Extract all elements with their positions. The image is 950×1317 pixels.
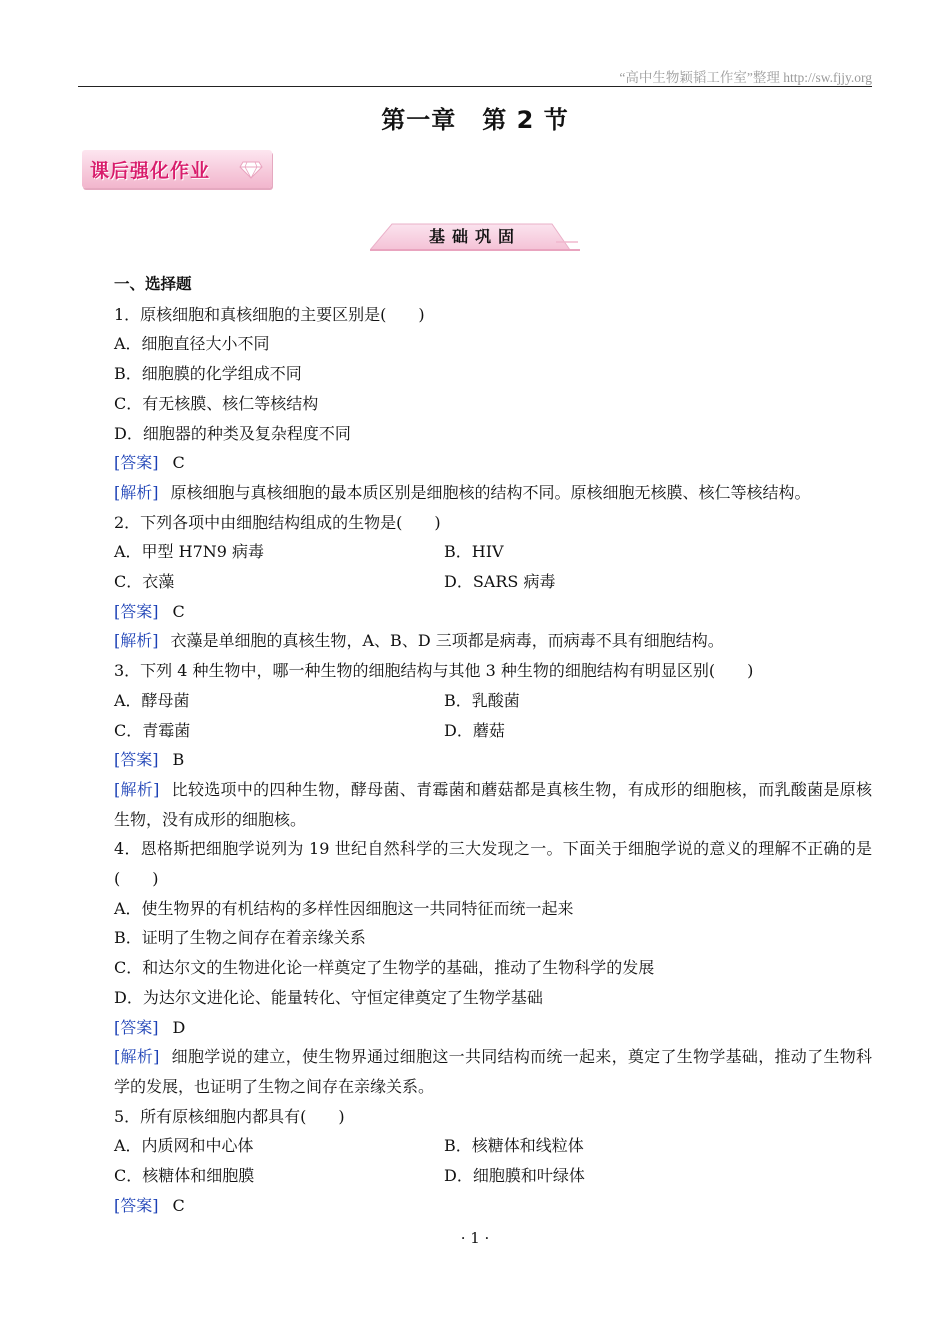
header-note: “高中生物颖韬工作室”整理 http://sw.fjjy.org [619, 70, 872, 85]
explanation-line [78, 478, 872, 508]
section-tab [370, 220, 580, 254]
answer-line [78, 1191, 872, 1221]
chapter-title: 第一章 [381, 106, 457, 134]
answer-value: B [172, 750, 185, 770]
option-row [78, 1161, 872, 1191]
option: D．为达尔文进化论、能量转化、守恒定律奠定了生物学基础 [114, 987, 543, 1007]
diamond-icon [239, 161, 263, 179]
answer-value: C [172, 453, 185, 473]
option: B．HIV [444, 542, 504, 562]
answer-line [78, 448, 872, 478]
option: B．乳酸菌 [444, 690, 520, 710]
option-row [78, 537, 872, 567]
question-stem: 4．恩格斯把细胞学说列为 19 世纪自然科学的三大发现之一。下面关于细胞学说的意义的理解不正确的是( ) [114, 839, 872, 889]
explanation-text: 原核细胞与真核细胞的最本质区别是细胞核的结构不同。原核细胞无核膜、核仁等核结构。 [170, 482, 811, 502]
banner-label: 课后强化作业 [90, 160, 211, 182]
page-title [0, 100, 950, 135]
section-tab-label: 基础巩固 [428, 227, 521, 246]
page-number: · 1 · [460, 1229, 490, 1247]
option-row [78, 686, 872, 716]
answer-value: D [172, 1017, 186, 1037]
option-row [78, 716, 872, 746]
option: A．内质网和中心体 [114, 1136, 254, 1156]
header-rule [78, 86, 872, 87]
option-row [78, 1131, 872, 1161]
option: A．细胞直径大小不同 [114, 334, 270, 354]
homework-banner [82, 150, 272, 188]
option: A．甲型 H7N9 病毒 [114, 542, 265, 562]
answer-tag: [答案] [114, 453, 159, 473]
option: C．有无核膜、核仁等核结构 [114, 393, 319, 413]
section-title: 第 2 节 [482, 106, 569, 134]
explanation-text: 衣藻是单细胞的真核生物，A、B、D 三项都是病毒，而病毒不具有细胞结构。 [170, 631, 724, 651]
question-stem: 5．所有原核细胞内都具有( ) [114, 1106, 345, 1126]
option: C．青霉菌 [114, 720, 191, 740]
answer-line [78, 597, 872, 627]
explain-tag: [解析] [114, 631, 159, 651]
option: D．蘑菇 [444, 720, 505, 740]
explain-tag: [解析] [114, 1047, 160, 1067]
part-heading: 一、选择题 [114, 275, 192, 293]
answer-tag: [答案] [114, 601, 159, 621]
answer-value: C [172, 1195, 185, 1215]
option: A．酵母菌 [114, 690, 190, 710]
explanation-line [78, 775, 872, 834]
answer-tag: [答案] [114, 1017, 159, 1037]
question-stem: 3．下列 4 种生物中，哪一种生物的细胞结构与其他 3 种生物的细胞结构有明显区别( ) [114, 661, 754, 681]
explanation-line [78, 626, 872, 656]
explanation-text: 细胞学说的建立，使生物界通过细胞这一共同结构而统一起来，奠定了生物学基础，推动了生物科学的发展，也证明了生物之间存在亲缘关系。 [114, 1047, 872, 1096]
answer-value: C [172, 601, 185, 621]
answer-line [78, 1013, 872, 1043]
option: B．核糖体和线粒体 [444, 1136, 584, 1156]
question-stem: 2．下列各项中由细胞结构组成的生物是( ) [114, 512, 441, 532]
option-row [78, 567, 872, 597]
explain-tag: [解析] [114, 779, 160, 799]
option: D．细胞膜和叶绿体 [444, 1166, 585, 1186]
option: C．和达尔文的生物进化论一样奠定了生物学的基础，推动了生物科学的发展 [114, 958, 655, 978]
option: C．核糖体和细胞膜 [114, 1166, 255, 1186]
question-stem: 1．原核细胞和真核细胞的主要区别是( ) [114, 304, 425, 324]
content [78, 270, 872, 1221]
option: B．细胞膜的化学组成不同 [114, 364, 302, 384]
option: C．衣藻 [114, 572, 175, 592]
option: A．使生物界的有机结构的多样性因细胞这一共同特征而统一起来 [114, 898, 574, 918]
explanation-line [78, 1042, 872, 1101]
answer-tag: [答案] [114, 750, 159, 770]
option: D．SARS 病毒 [444, 572, 556, 592]
explanation-text: 比较选项中的四种生物，酵母菌、青霉菌和蘑菇都是真核生物，有成形的细胞核，而乳酸菌是原核生物，没有成形的细胞核。 [114, 779, 872, 829]
option: D．细胞器的种类及复杂程度不同 [114, 423, 351, 443]
answer-line [78, 745, 872, 775]
option: B．证明了生物之间存在着亲缘关系 [114, 928, 366, 948]
explain-tag: [解析] [114, 482, 159, 502]
answer-tag: [答案] [114, 1195, 159, 1215]
